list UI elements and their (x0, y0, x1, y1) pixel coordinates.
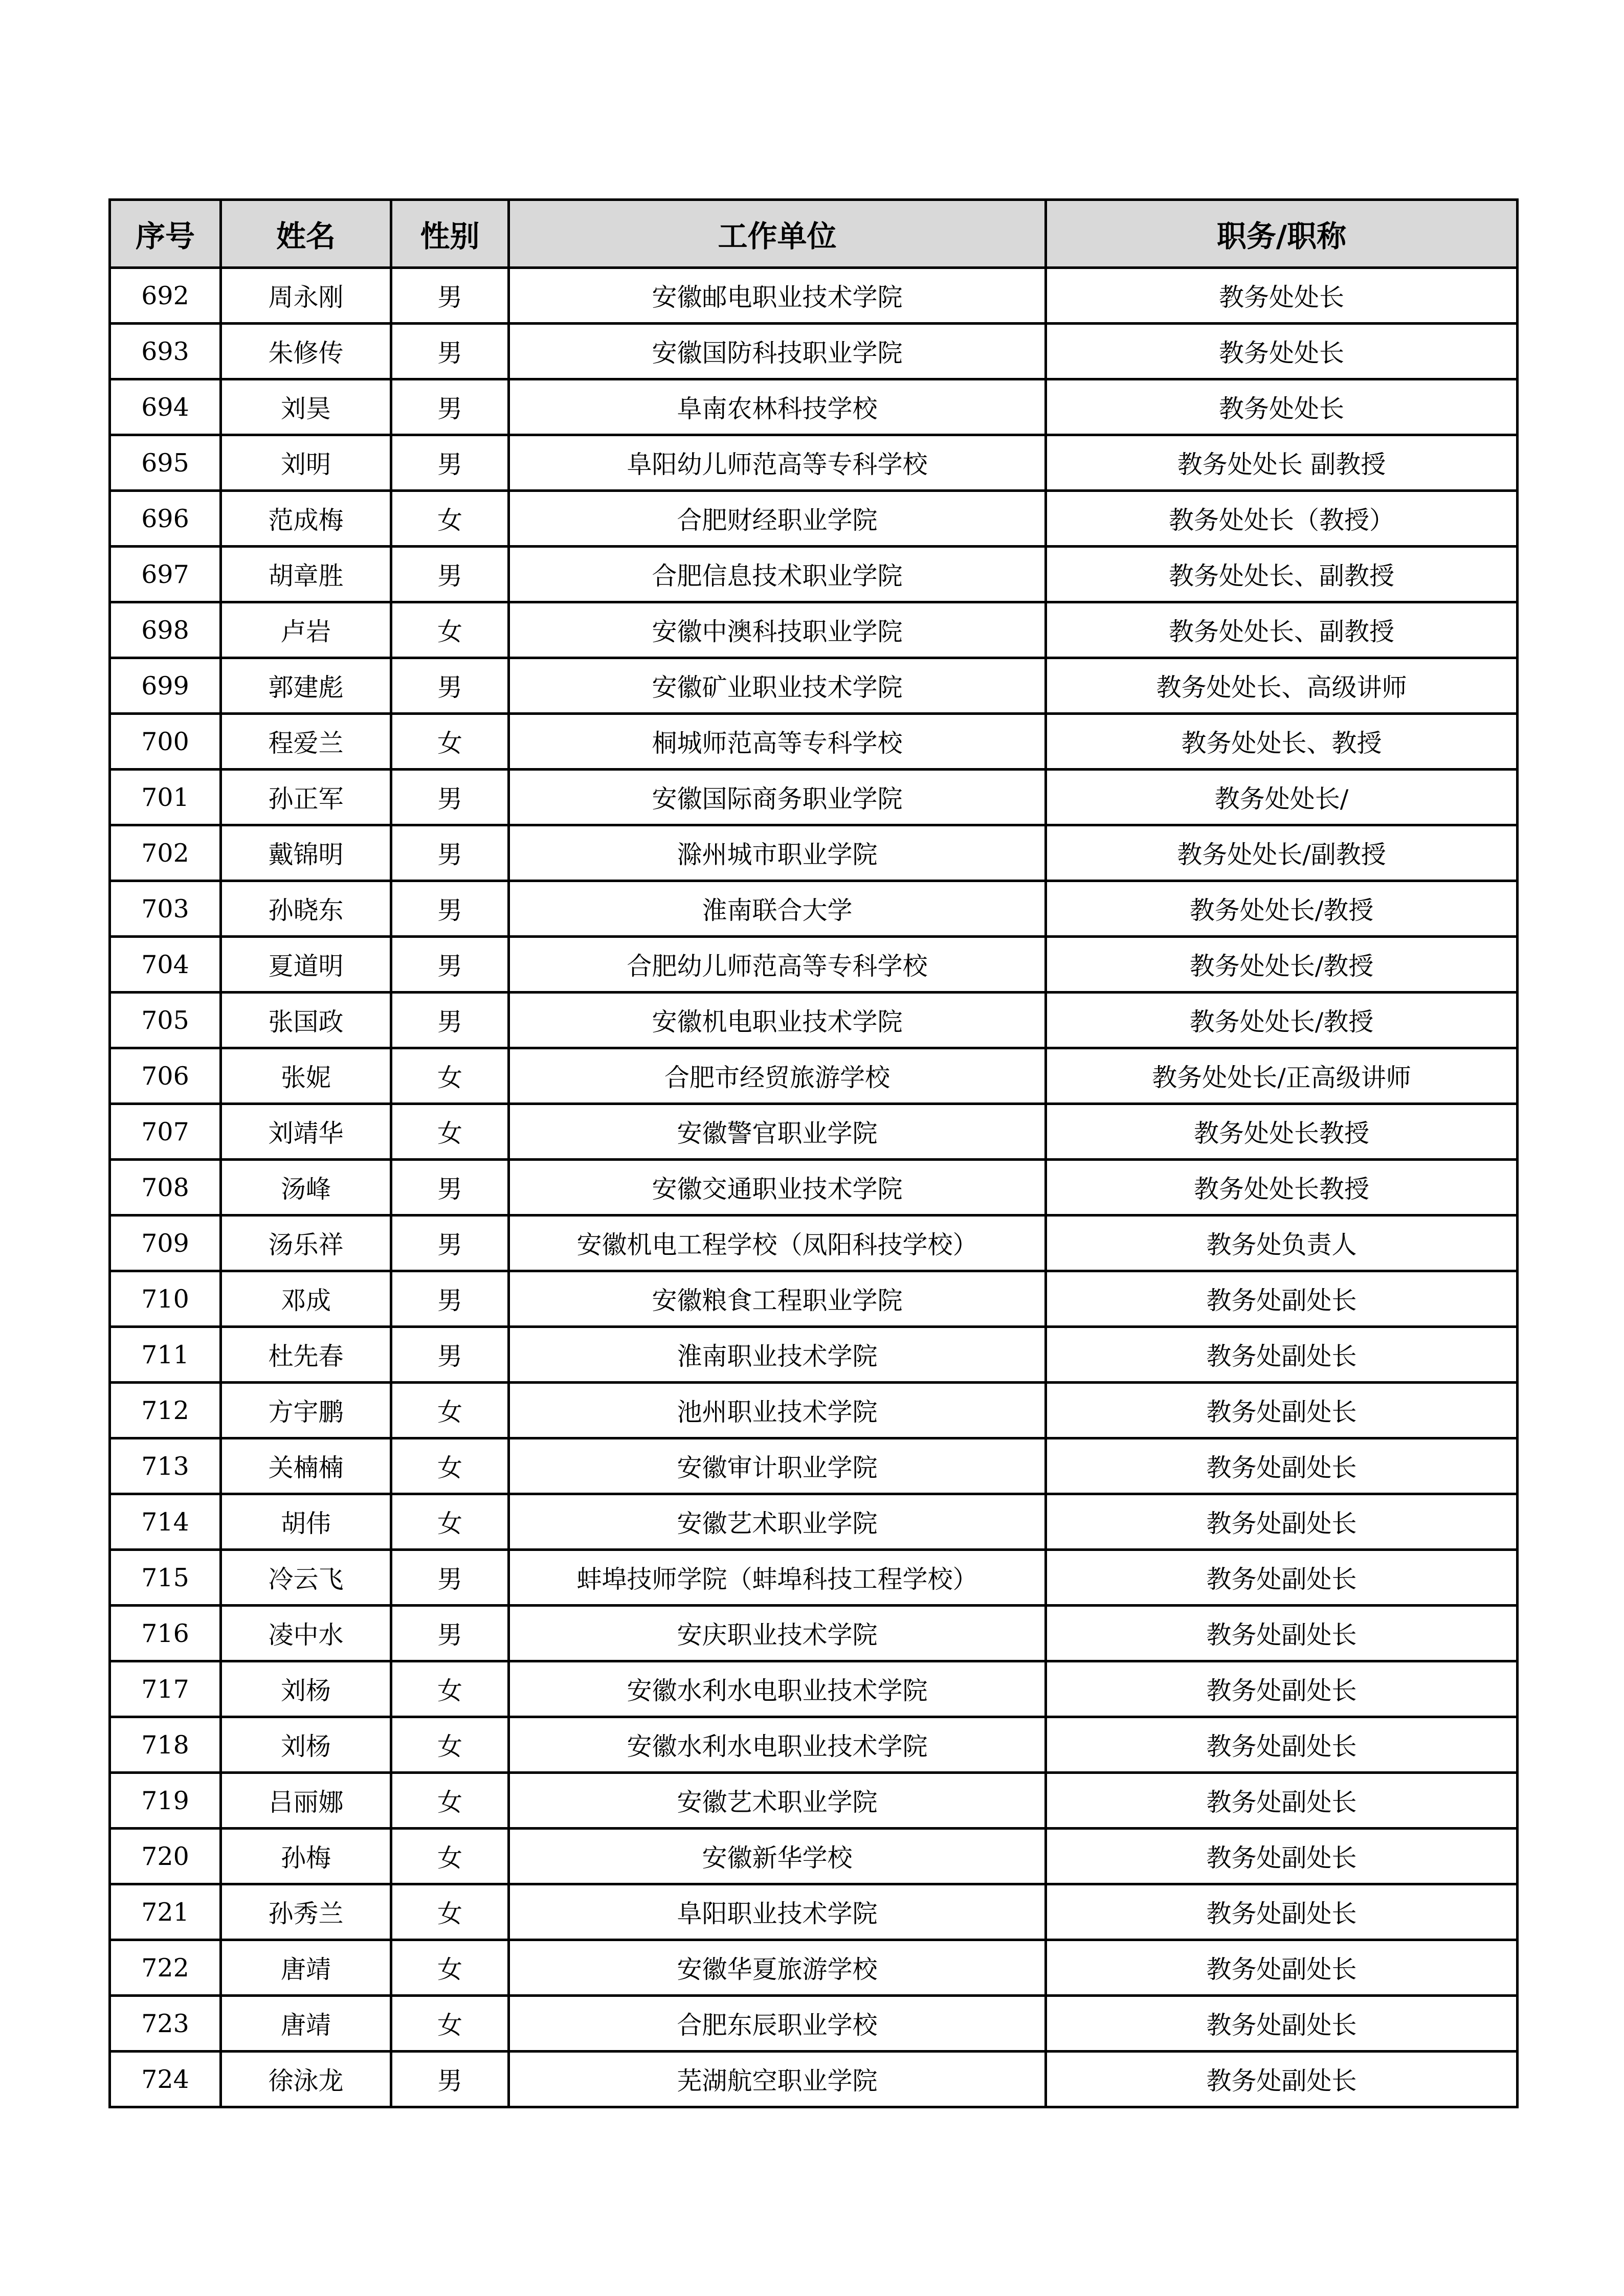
cell-gender: 男 (391, 1606, 509, 1661)
cell-work-unit: 阜阳幼儿师范高等专科学校 (509, 435, 1046, 491)
cell-position-title: 教务处处长、副教授 (1046, 547, 1518, 602)
cell-gender: 男 (391, 881, 509, 937)
cell-work-unit: 阜南农林科技学校 (509, 379, 1046, 435)
cell-work-unit: 安徽矿业职业技术学院 (509, 658, 1046, 714)
table-row (110, 1940, 1518, 1996)
cell-work-unit: 安徽艺术职业学院 (509, 1494, 1046, 1550)
cell-name: 胡章胜 (221, 547, 391, 602)
cell-position-title: 教务处处长 (1046, 268, 1518, 324)
cell-name: 刘昊 (221, 379, 391, 435)
cell-position-title: 教务处处长/ (1046, 770, 1518, 825)
table-row (110, 881, 1518, 937)
cell-gender: 男 (391, 770, 509, 825)
cell-name: 邓成 (221, 1271, 391, 1327)
cell-work-unit: 安徽国防科技职业学院 (509, 324, 1046, 379)
cell-gender: 女 (391, 714, 509, 770)
cell-position-title: 教务处副处长 (1046, 1494, 1518, 1550)
cell-work-unit: 桐城师范高等专科学校 (509, 714, 1046, 770)
cell-name: 关楠楠 (221, 1438, 391, 1494)
cell-name: 张国政 (221, 993, 391, 1048)
table-row (110, 1104, 1518, 1160)
cell-work-unit: 安徽水利水电职业技术学院 (509, 1717, 1046, 1773)
cell-serial-number: 694 (110, 379, 221, 435)
table-body (110, 268, 1518, 2107)
cell-gender: 女 (391, 1661, 509, 1717)
cell-work-unit: 合肥信息技术职业学院 (509, 547, 1046, 602)
cell-work-unit: 安徽艺术职业学院 (509, 1773, 1046, 1829)
cell-position-title: 教务处副处长 (1046, 1884, 1518, 1940)
cell-position-title: 教务处副处长 (1046, 1271, 1518, 1327)
table-row (110, 1327, 1518, 1383)
table-row (110, 1606, 1518, 1661)
cell-position-title: 教务处处长/教授 (1046, 937, 1518, 993)
cell-name: 孙正军 (221, 770, 391, 825)
table-header-row (110, 200, 1518, 268)
cell-name: 唐靖 (221, 1940, 391, 1996)
cell-position-title: 教务处处长、高级讲师 (1046, 658, 1518, 714)
cell-gender: 男 (391, 1271, 509, 1327)
header-work-unit: 工作单位 (509, 200, 1046, 268)
cell-position-title: 教务处处长 (1046, 324, 1518, 379)
table-row (110, 1383, 1518, 1438)
cell-work-unit: 安徽中澳科技职业学院 (509, 602, 1046, 658)
cell-gender: 女 (391, 602, 509, 658)
cell-work-unit: 滁州城市职业学院 (509, 825, 1046, 881)
cell-work-unit: 安徽新华学校 (509, 1829, 1046, 1884)
cell-serial-number: 693 (110, 324, 221, 379)
table-row (110, 1271, 1518, 1327)
table-row (110, 993, 1518, 1048)
cell-serial-number: 716 (110, 1606, 221, 1661)
cell-gender: 男 (391, 1550, 509, 1606)
cell-serial-number: 695 (110, 435, 221, 491)
cell-position-title: 教务处处长 副教授 (1046, 435, 1518, 491)
cell-serial-number: 696 (110, 491, 221, 547)
cell-position-title: 教务处副处长 (1046, 1661, 1518, 1717)
cell-work-unit: 淮南联合大学 (509, 881, 1046, 937)
cell-gender: 女 (391, 1494, 509, 1550)
cell-serial-number: 718 (110, 1717, 221, 1773)
cell-name: 唐靖 (221, 1996, 391, 2052)
cell-gender: 女 (391, 1438, 509, 1494)
cell-position-title: 教务处副处长 (1046, 1606, 1518, 1661)
cell-gender: 男 (391, 268, 509, 324)
cell-position-title: 教务处负责人 (1046, 1215, 1518, 1271)
cell-serial-number: 715 (110, 1550, 221, 1606)
cell-position-title: 教务处处长教授 (1046, 1160, 1518, 1215)
table-row (110, 1773, 1518, 1829)
table-row (110, 602, 1518, 658)
cell-position-title: 教务处副处长 (1046, 1717, 1518, 1773)
cell-name: 汤乐祥 (221, 1215, 391, 1271)
table-row (110, 1829, 1518, 1884)
cell-serial-number: 703 (110, 881, 221, 937)
cell-serial-number: 720 (110, 1829, 221, 1884)
table-row (110, 1661, 1518, 1717)
cell-serial-number: 700 (110, 714, 221, 770)
cell-serial-number: 722 (110, 1940, 221, 1996)
cell-serial-number: 707 (110, 1104, 221, 1160)
cell-gender: 男 (391, 1327, 509, 1383)
cell-serial-number: 719 (110, 1773, 221, 1829)
cell-gender: 女 (391, 1940, 509, 1996)
table-row (110, 1996, 1518, 2052)
cell-position-title: 教务处处长（教授） (1046, 491, 1518, 547)
cell-name: 刘明 (221, 435, 391, 491)
header-gender: 性别 (391, 200, 509, 268)
cell-serial-number: 724 (110, 2052, 221, 2107)
cell-gender: 男 (391, 658, 509, 714)
cell-work-unit: 安徽粮食工程职业学院 (509, 1271, 1046, 1327)
cell-gender: 男 (391, 2052, 509, 2107)
cell-position-title: 教务处副处长 (1046, 1550, 1518, 1606)
cell-gender: 男 (391, 825, 509, 881)
cell-work-unit: 合肥东辰职业学校 (509, 1996, 1046, 2052)
cell-gender: 男 (391, 324, 509, 379)
cell-work-unit: 安徽国际商务职业学院 (509, 770, 1046, 825)
table-row (110, 1494, 1518, 1550)
cell-serial-number: 699 (110, 658, 221, 714)
cell-gender: 男 (391, 937, 509, 993)
cell-serial-number: 714 (110, 1494, 221, 1550)
header-serial-number: 序号 (110, 200, 221, 268)
cell-work-unit: 合肥市经贸旅游学校 (509, 1048, 1046, 1104)
cell-serial-number: 717 (110, 1661, 221, 1717)
cell-work-unit: 安徽机电职业技术学院 (509, 993, 1046, 1048)
header-position-title: 职务/职称 (1046, 200, 1518, 268)
cell-work-unit: 安徽警官职业学院 (509, 1104, 1046, 1160)
table-row (110, 825, 1518, 881)
cell-position-title: 教务处副处长 (1046, 1383, 1518, 1438)
cell-work-unit: 安徽华夏旅游学校 (509, 1940, 1046, 1996)
cell-serial-number: 723 (110, 1996, 221, 2052)
table-row (110, 937, 1518, 993)
cell-gender: 男 (391, 993, 509, 1048)
cell-gender: 男 (391, 435, 509, 491)
cell-work-unit: 安徽审计职业学院 (509, 1438, 1046, 1494)
cell-name: 徐泳龙 (221, 2052, 391, 2107)
cell-name: 胡伟 (221, 1494, 391, 1550)
cell-work-unit: 安徽机电工程学校（凤阳科技学校） (509, 1215, 1046, 1271)
table-row (110, 435, 1518, 491)
cell-work-unit: 蚌埠技师学院（蚌埠科技工程学校） (509, 1550, 1046, 1606)
cell-serial-number: 704 (110, 937, 221, 993)
cell-name: 方宇鹏 (221, 1383, 391, 1438)
cell-serial-number: 701 (110, 770, 221, 825)
cell-serial-number: 705 (110, 993, 221, 1048)
table-row (110, 491, 1518, 547)
table-row (110, 1438, 1518, 1494)
table-row (110, 714, 1518, 770)
cell-name: 戴锦明 (221, 825, 391, 881)
cell-position-title: 教务处处长/教授 (1046, 993, 1518, 1048)
table-row (110, 379, 1518, 435)
cell-gender: 女 (391, 491, 509, 547)
cell-position-title: 教务处处长/副教授 (1046, 825, 1518, 881)
table-row (110, 1160, 1518, 1215)
cell-name: 刘杨 (221, 1717, 391, 1773)
cell-name: 冷云飞 (221, 1550, 391, 1606)
cell-work-unit: 安徽交通职业技术学院 (509, 1160, 1046, 1215)
cell-work-unit: 池州职业技术学院 (509, 1383, 1046, 1438)
cell-gender: 女 (391, 1104, 509, 1160)
cell-position-title: 教务处副处长 (1046, 1940, 1518, 1996)
cell-gender: 女 (391, 1717, 509, 1773)
cell-position-title: 教务处处长教授 (1046, 1104, 1518, 1160)
table-row (110, 1215, 1518, 1271)
cell-name: 汤峰 (221, 1160, 391, 1215)
cell-position-title: 教务处副处长 (1046, 1829, 1518, 1884)
cell-name: 卢岩 (221, 602, 391, 658)
cell-work-unit: 安庆职业技术学院 (509, 1606, 1046, 1661)
cell-work-unit: 阜阳职业技术学院 (509, 1884, 1046, 1940)
cell-position-title: 教务处处长/正高级讲师 (1046, 1048, 1518, 1104)
cell-name: 张妮 (221, 1048, 391, 1104)
cell-work-unit: 合肥幼儿师范高等专科学校 (509, 937, 1046, 993)
cell-name: 孙秀兰 (221, 1884, 391, 1940)
table-row (110, 658, 1518, 714)
cell-work-unit: 安徽水利水电职业技术学院 (509, 1661, 1046, 1717)
cell-name: 杜先春 (221, 1327, 391, 1383)
cell-serial-number: 698 (110, 602, 221, 658)
cell-name: 朱修传 (221, 324, 391, 379)
cell-position-title: 教务处副处长 (1046, 1773, 1518, 1829)
table-row (110, 1717, 1518, 1773)
cell-gender: 男 (391, 547, 509, 602)
table-row (110, 1884, 1518, 1940)
cell-work-unit: 芜湖航空职业学院 (509, 2052, 1046, 2107)
cell-serial-number: 697 (110, 547, 221, 602)
cell-name: 夏道明 (221, 937, 391, 993)
cell-serial-number: 710 (110, 1271, 221, 1327)
cell-position-title: 教务处副处长 (1046, 1327, 1518, 1383)
cell-serial-number: 692 (110, 268, 221, 324)
cell-gender: 女 (391, 1048, 509, 1104)
table-row (110, 2052, 1518, 2107)
cell-gender: 女 (391, 1884, 509, 1940)
cell-gender: 男 (391, 1215, 509, 1271)
cell-work-unit: 淮南职业技术学院 (509, 1327, 1046, 1383)
table-row (110, 1048, 1518, 1104)
cell-gender: 女 (391, 1383, 509, 1438)
cell-name: 孙梅 (221, 1829, 391, 1884)
cell-position-title: 教务处处长 (1046, 379, 1518, 435)
cell-serial-number: 711 (110, 1327, 221, 1383)
cell-work-unit: 合肥财经职业学院 (509, 491, 1046, 547)
cell-serial-number: 706 (110, 1048, 221, 1104)
table-row (110, 547, 1518, 602)
cell-name: 周永刚 (221, 268, 391, 324)
table-row (110, 324, 1518, 379)
cell-gender: 男 (391, 379, 509, 435)
cell-name: 凌中水 (221, 1606, 391, 1661)
table-row (110, 1550, 1518, 1606)
cell-serial-number: 712 (110, 1383, 221, 1438)
personnel-table (108, 198, 1519, 2108)
cell-serial-number: 702 (110, 825, 221, 881)
cell-serial-number: 708 (110, 1160, 221, 1215)
cell-name: 刘靖华 (221, 1104, 391, 1160)
cell-name: 范成梅 (221, 491, 391, 547)
table-row (110, 268, 1518, 324)
cell-gender: 女 (391, 1829, 509, 1884)
cell-gender: 男 (391, 1160, 509, 1215)
cell-name: 吕丽娜 (221, 1773, 391, 1829)
table-row (110, 770, 1518, 825)
cell-name: 程爱兰 (221, 714, 391, 770)
cell-name: 郭建彪 (221, 658, 391, 714)
cell-serial-number: 709 (110, 1215, 221, 1271)
header-name: 姓名 (221, 200, 391, 268)
cell-serial-number: 721 (110, 1884, 221, 1940)
cell-gender: 女 (391, 1996, 509, 2052)
cell-position-title: 教务处副处长 (1046, 1996, 1518, 2052)
cell-gender: 女 (391, 1773, 509, 1829)
cell-name: 刘杨 (221, 1661, 391, 1717)
cell-name: 孙晓东 (221, 881, 391, 937)
cell-position-title: 教务处副处长 (1046, 2052, 1518, 2107)
cell-position-title: 教务处处长、副教授 (1046, 602, 1518, 658)
cell-position-title: 教务处处长/教授 (1046, 881, 1518, 937)
cell-serial-number: 713 (110, 1438, 221, 1494)
cell-work-unit: 安徽邮电职业技术学院 (509, 268, 1046, 324)
cell-position-title: 教务处处长、教授 (1046, 714, 1518, 770)
cell-position-title: 教务处副处长 (1046, 1438, 1518, 1494)
